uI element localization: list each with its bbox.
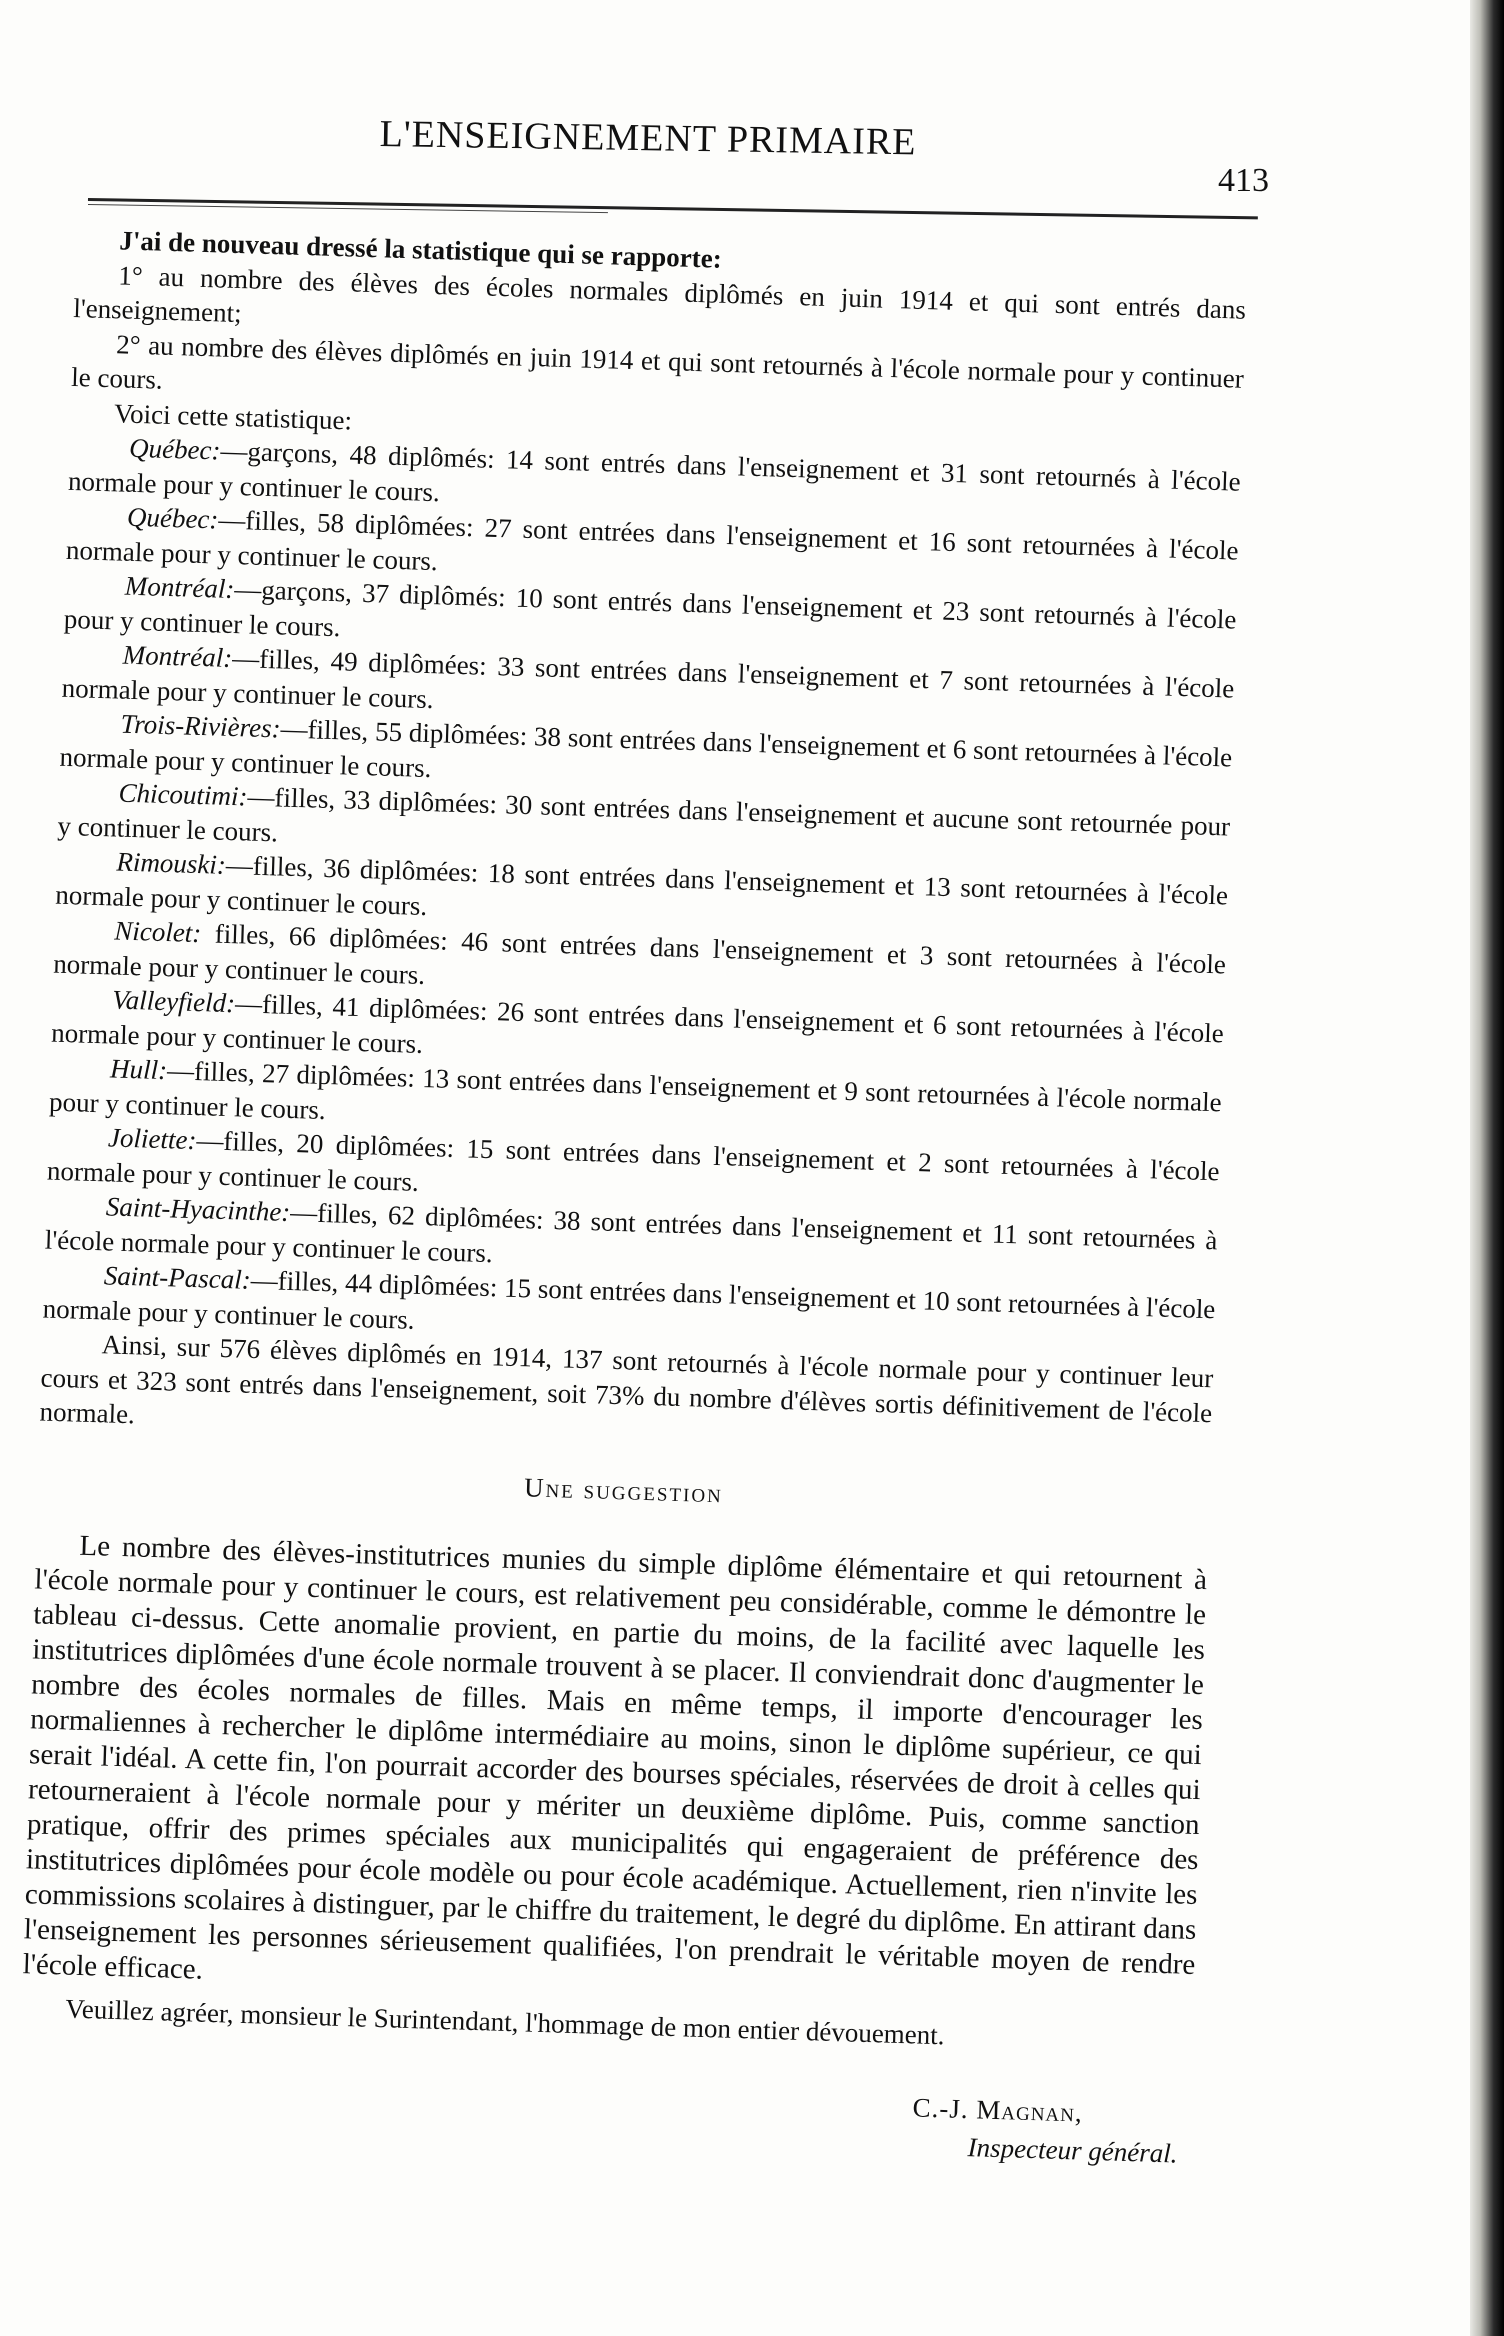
stat-text: —filles, 55 diplômées: 38 sont entrées dans l'enseignement et 6 sont retournées à l'école normale pour y continuer le cours. xyxy=(59,713,1233,783)
stat-place: Saint-Pascal: xyxy=(103,1260,252,1295)
signature-title: Inspecteur général. xyxy=(967,2132,1178,2169)
stat-place: Montréal: xyxy=(124,570,235,604)
stat-text: —filles, 36 diplômées: 18 sont entrées dans l'enseignement et 13 sont retournées à l'école normale pour y continuer le cours. xyxy=(55,849,1229,921)
stat-text: —filles, 41 diplômées: 26 sont entrées dans l'enseignement et 6 sont retournées à l'école normale pour y continuer le cours. xyxy=(50,988,1225,1059)
stat-text: —filles, 33 diplômées: 30 sont entrées dans l'enseignement et aucune sont retournée pour y continuer le cours. xyxy=(57,781,1231,847)
intro-lead: Voici cette statistique: xyxy=(113,397,353,436)
stat-place: Valleyfield: xyxy=(111,984,236,1019)
header-rule xyxy=(88,198,1258,219)
stat-place: Chicoutimi: xyxy=(118,777,248,812)
running-title: L'ENSEIGNEMENT PRIMAIRE xyxy=(379,112,917,164)
stat-text: —filles, 27 diplômées: 13 sont entrées dans l'enseignement et 9 sont retournées à l'école normale pour y continuer le cours. xyxy=(48,1055,1223,1125)
stat-text: —garçons, 37 diplômés: 10 sont entrés dans l'enseignement et 23 sont retournés à l'école pour y continuer le cours. xyxy=(63,574,1237,642)
intro-paragraph: J'ai de nouveau dressé la statistique qui se rapporte: xyxy=(119,225,723,274)
stat-place: Montréal: xyxy=(122,639,233,673)
stat-place: Nicolet: xyxy=(113,915,202,949)
section-heading: Une suggestion xyxy=(523,1471,724,1508)
stat-text: —filles, 62 diplômées: 38 sont entrées dans l'enseignement et 11 sont retournées à l'école normale pour y continuer le cours. xyxy=(44,1197,1218,1268)
stat-text: —filles, 20 diplômées: 15 sont entrées dans l'enseignement et 2 sont retournées à l'école normale pour y continuer le cours. xyxy=(46,1125,1220,1197)
stat-place: Saint-Hyacinthe: xyxy=(105,1191,291,1227)
body-text xyxy=(18,222,1248,2171)
intro-item-1: 1° au nombre des élèves des écoles normales diplômés en juin 1914 et qui sont entrés dans l'enseignement; xyxy=(72,259,1247,329)
stat-place: Joliette: xyxy=(107,1122,197,1156)
stat-place: Trois-Rivières: xyxy=(120,708,282,744)
stat-place: Rimouski: xyxy=(116,846,227,880)
stat-text: —filles, 58 diplômées: 27 sont entrées dans l'enseignement et 16 sont retournées à l'école normale pour y continuer le cours. xyxy=(65,504,1239,576)
stat-place: Québec: xyxy=(126,501,219,535)
stat-place: Hull: xyxy=(109,1053,168,1086)
closing-line: Veuillez agréer, monsieur le Surintendant, l'hommage de mon entier dévouement. xyxy=(64,1993,946,2051)
stat-text: —filles, 49 diplômées: 33 sont entrées dans l'enseignement et 7 sont retournées à l'école normale pour y continuer le cours. xyxy=(61,642,1235,714)
suggestion-paragraph: Le nombre des élèves-institutrices munies du simple diplôme élémentaire et qui retournent à l'école normale pour y continuer le cours, est relativement peu considérable, comme le démontre le tableau ci-dessus. Cette anomalie provient, en partie du moins, de la facilité avec laquelle les institutrices diplômées d'une école normale trouvent à se placer. Il conviendrait donc d'augmenter le nombre des écoles normales de filles. Mais en même temps, il importe d'encourager les normaliennes à rechercher le diplôme intermédiaire au moins, sinon le diplôme supérieur, ce qui serait l'idéal. A cette fin, l'on pourrait accorder des bourses spéciales, réservées de droit à celles qui retourneraient à l'école normale pour y mériter un deuxième diplôme. Puis, comme sanction pratique, offrir des primes spéciales aux municipalités qui engageraient de préférence des institutrices diplômées pour école modèle ou pour école académique. Actuellement, rien n'invite les commissions scolaires à distinguer, par le chiffre du traitement, le degré du diplôme. En attirant dans l'enseignement les personnes sérieusement qualifiées, l'on prendrait le véritable moyen de rendre l'école efficace. xyxy=(22,1529,1208,1986)
stat-text: —garçons, 48 diplômés: 14 sont entrés dans l'enseignement et 31 sont retournés à l'école normale pour y continuer le cours. xyxy=(67,435,1242,507)
book-spine-shadow xyxy=(1470,0,1504,2336)
summary-paragraph: Ainsi, sur 576 élèves diplômés en 1914, 137 sont retournés à l'école normale pour y continuer leur cours et 323 sont entrés dans l'enseignement, soit 73% du nombre d'élèves sortis définitivement de l'école normale. xyxy=(39,1329,1214,1430)
stat-text: filles, 66 diplômées: 46 sont entrées dans l'enseignement et 3 sont retournées à l'école normale pour y continuer le cours. xyxy=(52,918,1227,990)
signature-name: C.-J. Magnan, xyxy=(912,2091,1084,2128)
page-number: 413 xyxy=(1218,162,1269,199)
intro-item-2: 2° au nombre des élèves diplômés en juin 1914 et qui sont retournés à l'école normale pour y continuer le cours. xyxy=(70,328,1245,395)
stat-place: Québec: xyxy=(128,432,221,466)
stat-text: —filles, 44 diplômées: 15 sont entrées dans l'enseignement et 10 sont retournées à l'école normale pour y continuer le cours. xyxy=(42,1264,1216,1335)
